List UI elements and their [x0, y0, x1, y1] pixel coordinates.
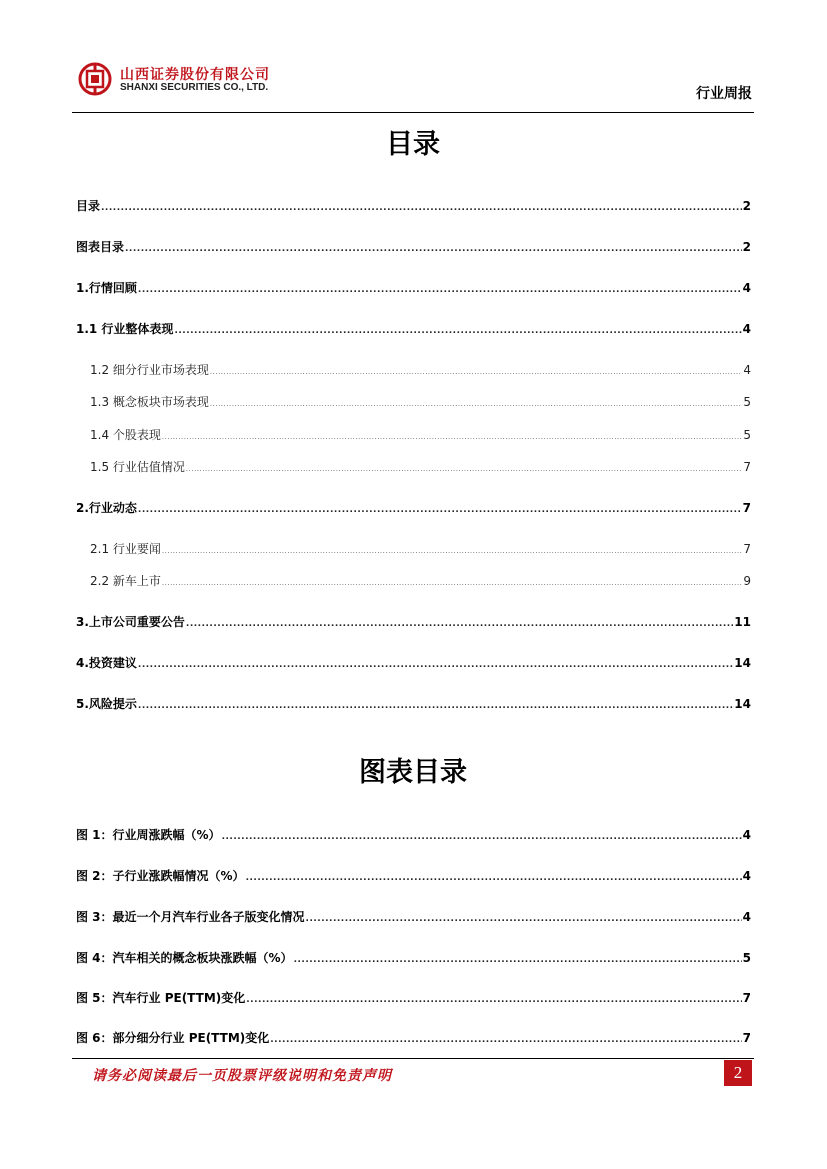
toc-subentry[interactable]: [90, 458, 751, 474]
dot-leader: [306, 914, 742, 924]
toc-entry-label: 1.1 行业整体表现: [76, 322, 174, 336]
figure-entry-label: 图 6：部分细分行业 PE(TTM)变化: [76, 1031, 270, 1045]
figure-entry[interactable]: [76, 949, 751, 965]
company-name-en: SHANXI SECURITIES CO., LTD.: [120, 82, 269, 93]
figure-entry-page: 4: [742, 910, 751, 924]
toc-subentry[interactable]: [90, 393, 751, 409]
figure-entry-label: 图 1：行业周涨跌幅（%）: [76, 828, 221, 842]
dot-leader: [222, 832, 742, 842]
toc-entry-page: 2: [742, 199, 751, 213]
toc-entry-page: 9: [743, 574, 751, 588]
figure-entry-page: 7: [742, 991, 751, 1005]
toc-entry[interactable]: [76, 320, 751, 336]
dot-leader: [210, 400, 742, 408]
figure-entry[interactable]: [76, 989, 751, 1005]
dot-leader: [138, 701, 733, 711]
header-divider: [72, 112, 754, 113]
dot-leader: [162, 433, 742, 441]
toc-subentry[interactable]: [90, 361, 751, 377]
toc-entry-page: 7: [743, 542, 751, 556]
toc-entry-page: 5: [743, 395, 751, 409]
figure-entry[interactable]: [76, 1029, 751, 1045]
figure-entry-label: 图 2：子行业涨跌幅情况（%）: [76, 869, 245, 883]
dot-leader: [138, 660, 733, 670]
toc-entry[interactable]: [76, 654, 751, 670]
toc-entry-label: 1.行情回顾: [76, 281, 137, 295]
toc-subentry[interactable]: [90, 540, 751, 556]
dot-leader: [186, 465, 742, 473]
toc-entry-label: 2.2 新车上市: [90, 574, 161, 588]
disclaimer-text: 请务必阅读最后一页股票评级说明和免责声明: [92, 1068, 392, 1084]
toc-entry-label: 图表目录: [76, 240, 125, 254]
dot-leader: [186, 619, 733, 629]
figure-entry-page: 5: [742, 951, 751, 965]
figure-entry-page: 4: [742, 828, 751, 842]
dot-leader: [138, 285, 742, 295]
toc-entry-page: 7: [743, 460, 751, 474]
dot-leader: [162, 547, 742, 555]
toc-entry-label: 目录: [76, 199, 101, 213]
toc-entry-page: 14: [734, 697, 751, 711]
toc-entry[interactable]: [76, 238, 751, 254]
toc-entry-page: 4: [742, 281, 751, 295]
company-name-cn: 山西证券股份有限公司: [120, 67, 270, 83]
toc-entry-label: 4.投资建议: [76, 656, 137, 670]
toc-entry[interactable]: [76, 613, 751, 629]
page-number: 2: [724, 1060, 752, 1086]
figure-entry-label: 图 4：汽车相关的概念板块涨跌幅（%）: [76, 951, 293, 965]
toc-entry-label: 1.4 个股表现: [90, 428, 161, 442]
toc-entry-page: 2: [742, 240, 751, 254]
figure-entry-page: 7: [742, 1031, 751, 1045]
dot-leader: [210, 368, 742, 376]
toc-entry-label: 1.2 细分行业市场表现: [90, 363, 209, 377]
figure-entry-page: 4: [742, 869, 751, 883]
figure-entry[interactable]: [76, 908, 751, 924]
toc-entry-label: 2.行业动态: [76, 501, 137, 515]
dot-leader: [125, 244, 742, 254]
toc-entry-label: 2.1 行业要闻: [90, 542, 161, 556]
toc-entry[interactable]: [76, 279, 751, 295]
figure-entry[interactable]: [76, 826, 751, 842]
toc-entry-page: 7: [742, 501, 751, 515]
toc-entry-label: 1.5 行业估值情况: [90, 460, 185, 474]
figure-entry[interactable]: [76, 867, 751, 883]
toc-entry[interactable]: [76, 499, 751, 515]
report-type: 行业周报: [696, 86, 752, 102]
company-logo-icon: [78, 62, 112, 96]
dot-leader: [174, 326, 741, 336]
toc-title: 目录: [386, 129, 440, 160]
toc-entry-label: 5.风险提示: [76, 697, 137, 711]
toc-entry-page: 11: [734, 615, 751, 629]
toc-entry-page: 4: [742, 322, 751, 336]
figures-title: 图表目录: [359, 757, 467, 788]
figure-entry-label: 图 3：最近一个月汽车行业各子版变化情况: [76, 910, 305, 924]
dot-leader: [101, 203, 742, 213]
figure-entry-label: 图 5：汽车行业 PE(TTM)变化: [76, 991, 246, 1005]
toc-entry[interactable]: [76, 695, 751, 711]
dot-leader: [138, 505, 742, 515]
toc-entry-label: 3.上市公司重要公告: [76, 615, 185, 629]
dot-leader: [294, 955, 742, 965]
dot-leader: [270, 1035, 741, 1045]
toc-entry-page: 4: [743, 363, 751, 377]
footer-divider: [72, 1058, 754, 1059]
toc-entry-page: 14: [734, 656, 751, 670]
toc-entry-page: 5: [743, 428, 751, 442]
toc-subentry[interactable]: [90, 572, 751, 588]
toc-subentry[interactable]: [90, 426, 751, 442]
dot-leader: [162, 579, 742, 587]
toc-entry-label: 1.3 概念板块市场表现: [90, 395, 209, 409]
dot-leader: [246, 873, 742, 883]
toc-entry[interactable]: [76, 197, 751, 213]
dot-leader: [246, 995, 741, 1005]
